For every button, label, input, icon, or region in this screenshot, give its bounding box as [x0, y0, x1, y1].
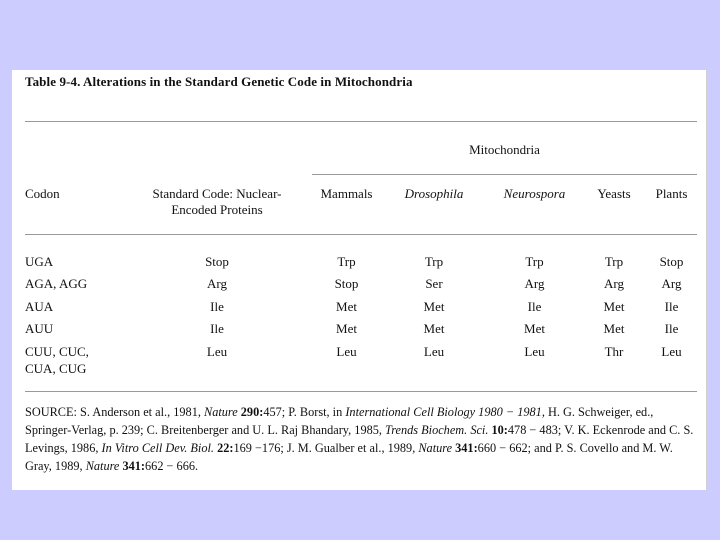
table-row-codon: UGA	[25, 254, 54, 269]
table-cell: Met	[603, 321, 625, 336]
table-cell: Leu	[336, 344, 357, 359]
table-cell: Met	[423, 299, 445, 314]
header-standard-code-line2: Encoded Proteins	[171, 202, 263, 217]
source-journal: Nature	[418, 441, 453, 455]
right-border	[706, 70, 707, 490]
header-drosophila: Drosophila	[404, 186, 464, 201]
header-rule	[25, 234, 697, 235]
table-row-codon: AGA, AGG	[25, 276, 88, 291]
mitochondria-rule	[312, 174, 697, 175]
source-note	[25, 403, 697, 475]
table-cell: Met	[336, 299, 357, 314]
table-cell: Leu	[206, 344, 228, 359]
source-journal: Trends Biochem. Sci.	[385, 423, 489, 437]
table-cell: Trp	[604, 254, 624, 269]
header-neurospora: Neurospora	[503, 186, 566, 201]
source-volume: 341:	[122, 459, 146, 473]
header-standard-code-line1: Standard Code: Nuclear-	[152, 186, 282, 201]
header-yeasts: Yeasts	[597, 186, 631, 201]
table-cell: Trp	[424, 254, 444, 269]
header-plants: Plants	[655, 186, 688, 201]
table-cell: Leu	[423, 344, 445, 359]
source-volume: 341:	[455, 441, 478, 455]
header-codon: Codon	[25, 186, 60, 201]
table-row-codon-continued: CUA, CUG	[25, 361, 87, 376]
table-cell: Ile	[664, 321, 679, 336]
table-cell: Ile	[210, 321, 224, 336]
table-cell: Stop	[659, 254, 684, 269]
source-volume: 22:	[217, 441, 234, 455]
table-cell: Met	[603, 299, 625, 314]
source-journal: Nature	[204, 405, 238, 419]
table-cell: Leu	[524, 344, 545, 359]
header-mammals: Mammals	[320, 186, 373, 201]
source-text: 169 −176; J. M. Gualber et al., 1989,	[233, 441, 419, 455]
source-text: 662 − 666.	[145, 459, 199, 473]
table-cell: Arg	[604, 276, 624, 291]
table-cell: Leu	[661, 344, 682, 359]
source-volume: 290:	[240, 405, 264, 419]
table-cell: Met	[423, 321, 445, 336]
mitochondria-group-header: Mitochondria	[469, 142, 540, 157]
table-cell: Ser	[425, 276, 443, 291]
table-title: Table 9-4. Alterations in the Standard Genetic Code in Mitochondria	[25, 74, 413, 89]
top-rule	[25, 121, 697, 122]
table-row-codon: CUU, CUC,	[25, 344, 89, 359]
table-cell: Ile	[527, 299, 542, 314]
source-text: 478 − 483; V. K. Eckenrode and C. S. Levings, 1986,	[25, 423, 694, 455]
source-text: H. G. Schweiger, ed., Springer-Verlag, p. 239; C. Breitenberger and U. L. Raj Bhandary, 1985,	[25, 405, 654, 437]
table-cell: Stop	[334, 276, 359, 291]
table-cell: Met	[336, 321, 357, 336]
table-cell: Thr	[604, 344, 624, 359]
slide	[12, 70, 706, 490]
source-journal: Nature	[85, 459, 120, 473]
table-cell: Arg	[661, 276, 682, 291]
table-cell: Arg	[207, 276, 227, 291]
table-row-codon: AUA	[25, 299, 54, 314]
source-text: SOURCE: S. Anderson et al., 1981,	[25, 405, 204, 419]
header-standard-code	[142, 186, 292, 218]
table-cell: Trp	[525, 254, 544, 269]
table-row-codon: AUU	[25, 321, 54, 336]
source-book: International Cell Biology 1980 − 1981,	[345, 405, 545, 419]
table-cell: Ile	[664, 299, 679, 314]
table-cell: Stop	[205, 254, 229, 269]
table-cell: Trp	[337, 254, 356, 269]
source-journal: In Vitro Cell Dev. Biol.	[101, 441, 214, 455]
source-volume: 10:	[491, 423, 508, 437]
table-cell: Met	[524, 321, 545, 336]
source-text: 457; P. Borst, in	[263, 405, 346, 419]
table-cell: Ile	[210, 299, 224, 314]
body-rule	[25, 391, 697, 392]
table-cell: Arg	[524, 276, 545, 291]
source-text: 660 − 662; and P. S. Covello and M. W. Gray, 1989,	[25, 441, 673, 473]
